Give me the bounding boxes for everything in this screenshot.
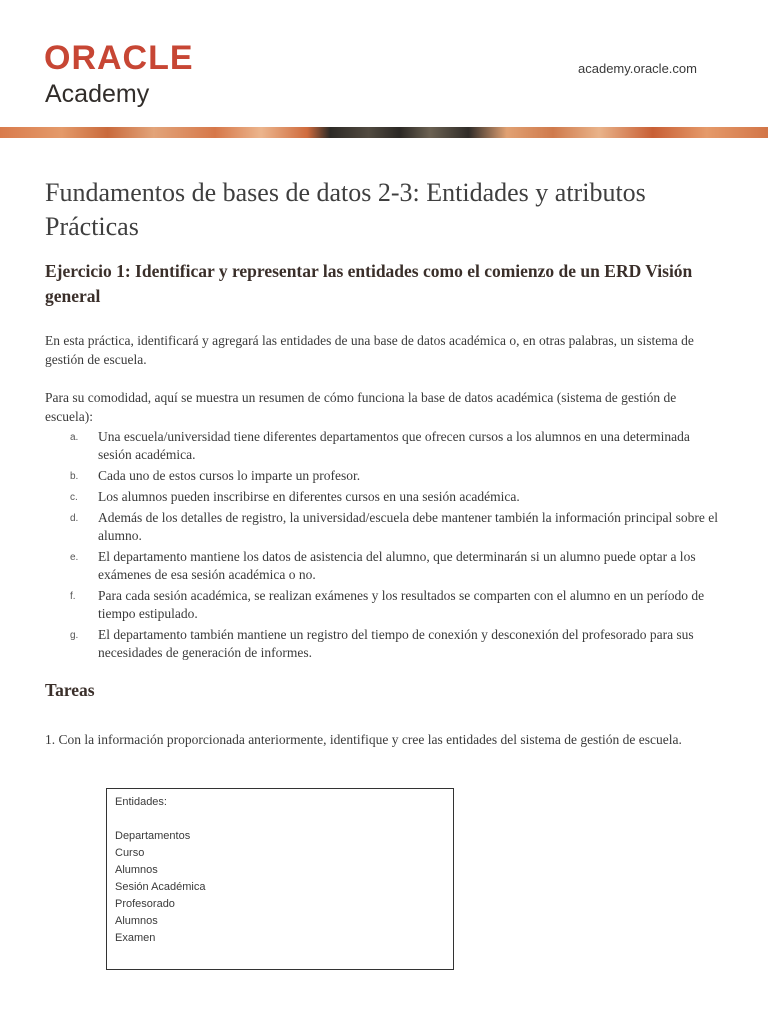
entity-item: Alumnos [115,915,158,927]
list-marker: c. [70,492,78,503]
entity-item: Profesorado [115,898,175,910]
decorative-banner [0,127,768,138]
entities-answer-box[interactable] [106,788,454,970]
entity-item: Curso [115,847,145,859]
list-item [45,428,725,464]
intro-paragraph: En esta práctica, identificará y agregará las entidades de una base de datos académica o, en otras palabras, un sistema de gestión de escuela. [45,333,694,367]
entity-item: Alumnos [115,864,158,876]
list-marker: f. [70,591,76,602]
academy-logo-text: Academy [45,80,150,108]
list-item-text: Además de los detalles de registro, la universidad/escuela debe mantener también la información principal sobre el alumno. [98,510,719,543]
list-item [45,488,725,506]
list-item-text: Cada uno de estos cursos lo imparte un profesor. [98,468,361,483]
list-item [45,467,725,485]
list-item-text: El departamento mantiene los datos de asistencia del alumno, que determinarán si un alumno puede optar a los exámenes de esa sesión académica o no. [98,549,696,582]
page-title [45,176,735,244]
exercise-heading: Ejercicio 1: Identificar y representar las entidades como el comienzo de un ERD Visión general [45,261,693,306]
entity-item: Sesión Académica [115,881,206,893]
list-marker: a. [70,432,79,443]
list-item-text: El departamento también mantiene un registro del tiempo de conexión y desconexión del profesorado para sus necesidades de generación de informes. [98,627,694,660]
entities-label: Entidades: [115,796,167,808]
list-marker: b. [70,471,79,482]
list-marker: e. [70,552,79,563]
list-item [45,548,725,584]
list-item-text: Para cada sesión académica, se realizan exámenes y los resultados se comparten con el alumno en un período de tiempo estipulado. [98,588,705,621]
list-item [45,509,725,545]
list-marker: g. [70,630,79,641]
entity-item: Departamentos [115,830,191,842]
site-url-link[interactable]: academy.oracle.com [578,61,697,76]
list-item [45,626,725,662]
page-header [0,0,768,140]
entity-item: Examen [115,932,156,944]
summary-paragraph: Para su comodidad, aquí se muestra un resumen de cómo funciona la base de datos académica (sistema de gestión de escuela): [45,390,677,424]
task-1-text: 1. Con la información proporcionada anteriormente, identifique y cree las entidades del sistema de gestión de escuela. [45,732,682,747]
list-marker: d. [70,513,79,524]
summary-list [45,428,725,665]
list-item-text: Una escuela/universidad tiene diferentes departamentos que ofrecen cursos a los alumnos en una determinada sesión académica. [98,429,690,462]
oracle-logo: ORACLE [44,39,194,77]
tasks-heading: Tareas [45,680,95,700]
title-line-1: Fundamentos de bases de datos 2-3: Entidades y atributos [45,178,646,207]
list-item [45,587,725,623]
title-line-2: Prácticas [45,212,139,241]
list-item-text: Los alumnos pueden inscribirse en diferentes cursos en una sesión académica. [98,489,520,504]
